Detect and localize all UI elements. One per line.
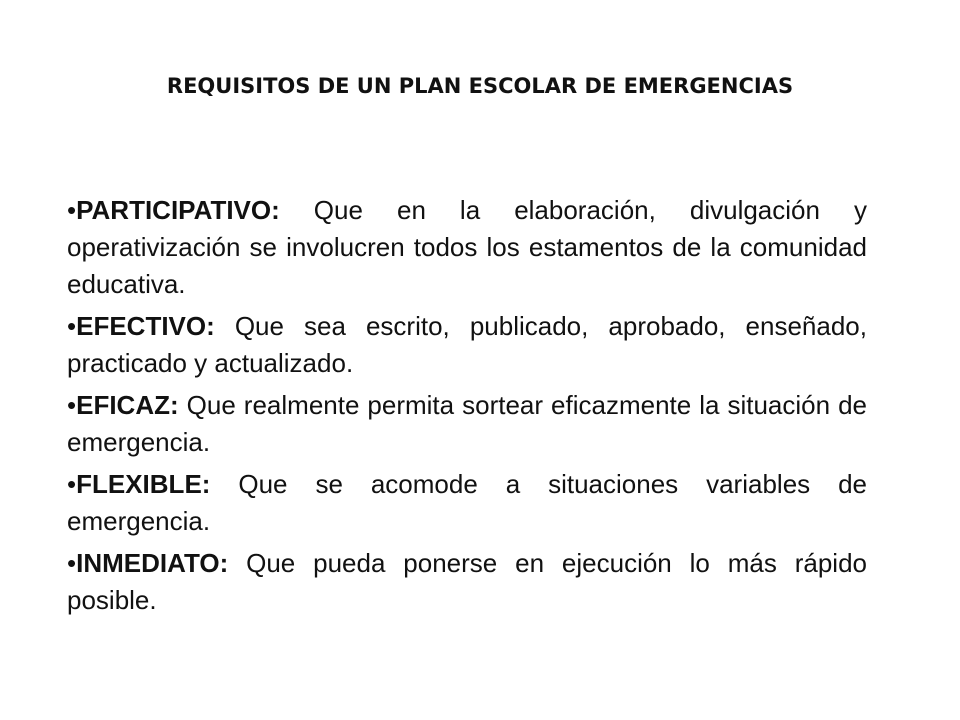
requirement-description: Que pueda ponerse en ejecución lo más rápido posible. bbox=[67, 548, 867, 615]
requirement-item-participativo bbox=[67, 192, 867, 303]
requirement-item-flexible bbox=[67, 466, 867, 540]
requirement-item-efectivo bbox=[67, 308, 867, 382]
requirement-description: Que sea escrito, publicado, aprobado, enseñado, practicado y actualizado. bbox=[67, 311, 867, 378]
bullet: • bbox=[67, 548, 77, 578]
bullet: • bbox=[67, 469, 77, 499]
requirement-label: EFECTIVO: bbox=[76, 311, 215, 341]
requirement-label: FLEXIBLE: bbox=[76, 469, 211, 499]
requirement-label: PARTICIPATIVO: bbox=[76, 195, 280, 225]
bullet: • bbox=[67, 311, 77, 341]
requirement-description: Que se acomode a situaciones variables de emergencia. bbox=[67, 469, 867, 536]
requirements-list bbox=[67, 192, 867, 624]
requirement-item-eficaz bbox=[67, 387, 867, 461]
requirement-label: EFICAZ: bbox=[76, 390, 179, 420]
bullet: • bbox=[67, 195, 77, 225]
slide-title: REQUISITOS DE UN PLAN ESCOLAR DE EMERGENCIAS bbox=[166, 74, 794, 98]
requirement-description: Que en la elaboración, divulgación y operativización se involucren todos los estamentos de la comunidad educativa. bbox=[67, 195, 867, 299]
requirement-description: Que realmente permita sortear eficazmente la situación de emergencia. bbox=[67, 390, 867, 457]
bullet: • bbox=[67, 390, 77, 420]
requirement-label: INMEDIATO: bbox=[76, 548, 229, 578]
requirement-item-inmediato bbox=[67, 545, 867, 619]
